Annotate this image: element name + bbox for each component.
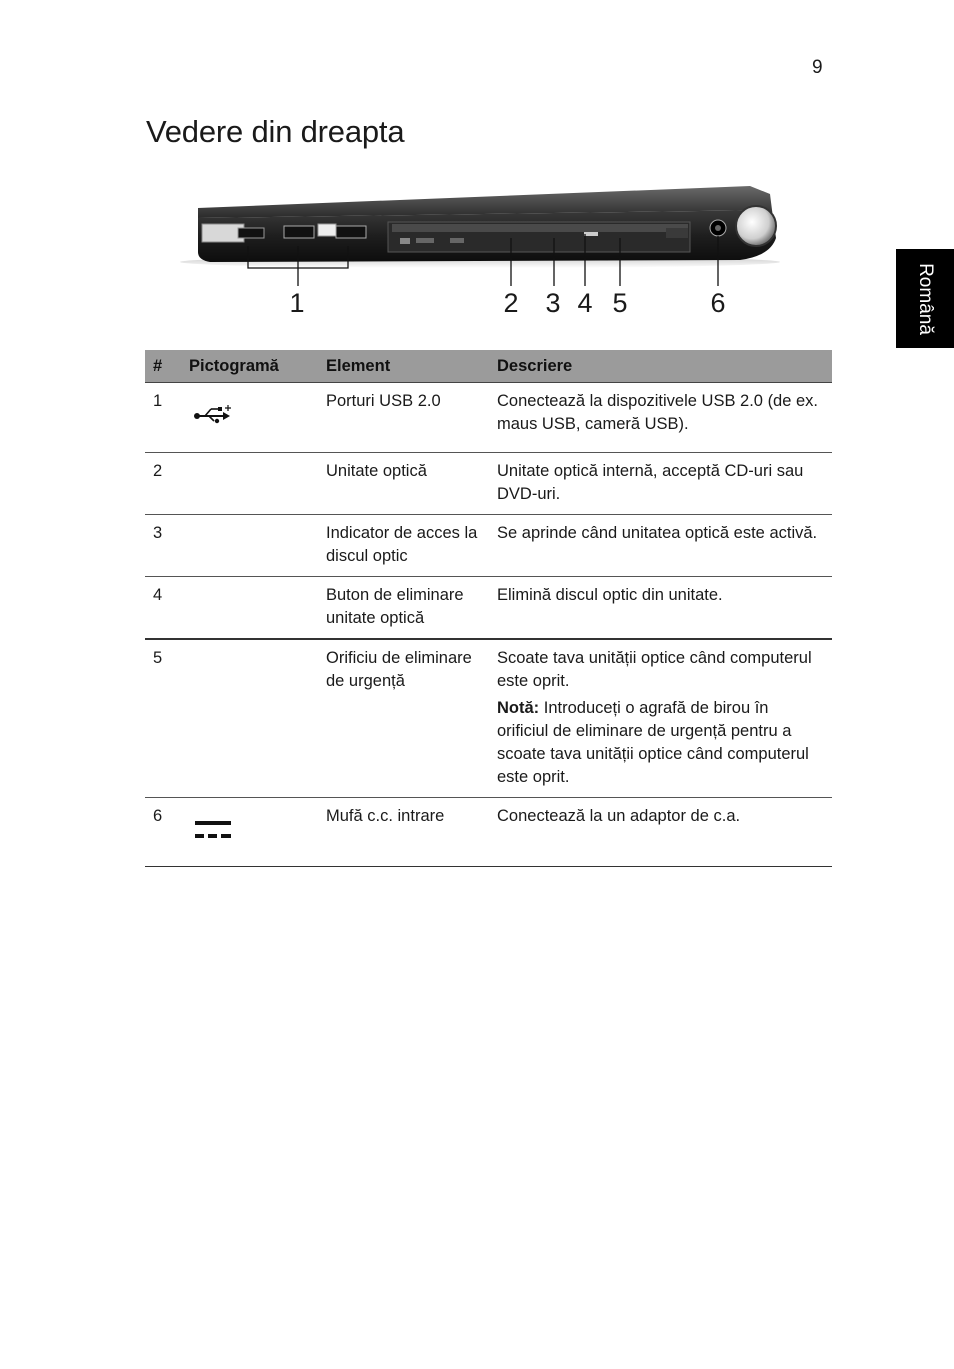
callout-6: 6 [710, 288, 726, 318]
table-row [145, 577, 832, 640]
row-element: Mufă c.c. intrare [318, 798, 489, 867]
dc-power-icon [193, 820, 233, 842]
header-icon: Pictogramă [181, 350, 318, 383]
table-row [145, 453, 832, 515]
row-number: 1 [145, 383, 181, 453]
callout-5: 5 [612, 288, 628, 318]
row-number: 2 [145, 453, 181, 515]
callout-1: 1 [289, 288, 305, 318]
header-element: Element [318, 350, 489, 383]
row-description: Conectează la un adaptor de c.a. [489, 798, 832, 867]
row-icon-cell [181, 383, 318, 453]
row-element: Indicator de acces la discul optic [318, 515, 489, 577]
language-tab-label: Română [915, 262, 936, 335]
laptop-right-side-illustration [180, 176, 800, 286]
row-description: Unitate optică internă, acceptă CD-uri sau DVD-uri. [489, 453, 832, 515]
row-icon-cell [181, 577, 318, 640]
page-title: Vedere din dreapta [146, 114, 405, 149]
row-icon-cell [181, 453, 318, 515]
row-icon-cell [181, 798, 318, 867]
row-element: Orificiu de eliminare de urgență [318, 639, 489, 798]
header-description: Descriere [489, 350, 832, 383]
row-description: Elimină discul optic din unitate. [489, 577, 832, 640]
note-text: Introduceți o agrafă de birou în orificiul de eliminare de urgență pentru a scoate tava unității optice când computerul este oprit. [497, 699, 809, 786]
row-element: Unitate optică [318, 453, 489, 515]
row-icon-cell [181, 639, 318, 798]
ports-table [145, 350, 832, 867]
table-header-row [145, 350, 832, 383]
note-label: Notă: [497, 699, 540, 717]
row-number: 3 [145, 515, 181, 577]
table-row [145, 383, 832, 453]
row-element: Porturi USB 2.0 [318, 383, 489, 453]
page-number: 9 [812, 57, 823, 78]
usb-icon [193, 404, 233, 424]
row-element: Buton de eliminare unitate optică [318, 577, 489, 640]
row-description: Se aprinde când unitatea optică este activă. [489, 515, 832, 577]
callout-4: 4 [577, 288, 593, 318]
row-icon-cell [181, 515, 318, 577]
table-row [145, 515, 832, 577]
table-row [145, 798, 832, 867]
callout-2: 2 [503, 288, 519, 318]
row-description: Conectează la dispozitivele USB 2.0 (de ex. maus USB, cameră USB). [489, 383, 832, 453]
table-row [145, 639, 832, 798]
row-description: Scoate tava unității optice când computerul este oprit. [497, 649, 812, 690]
laptop-right-side-figure [180, 176, 800, 326]
row-number: 6 [145, 798, 181, 867]
row-number: 5 [145, 639, 181, 798]
language-tab [896, 249, 954, 348]
header-number: # [145, 350, 181, 383]
row-number: 4 [145, 577, 181, 640]
row-description-cell [489, 639, 832, 798]
callout-3: 3 [545, 288, 561, 318]
row-note [497, 697, 824, 789]
